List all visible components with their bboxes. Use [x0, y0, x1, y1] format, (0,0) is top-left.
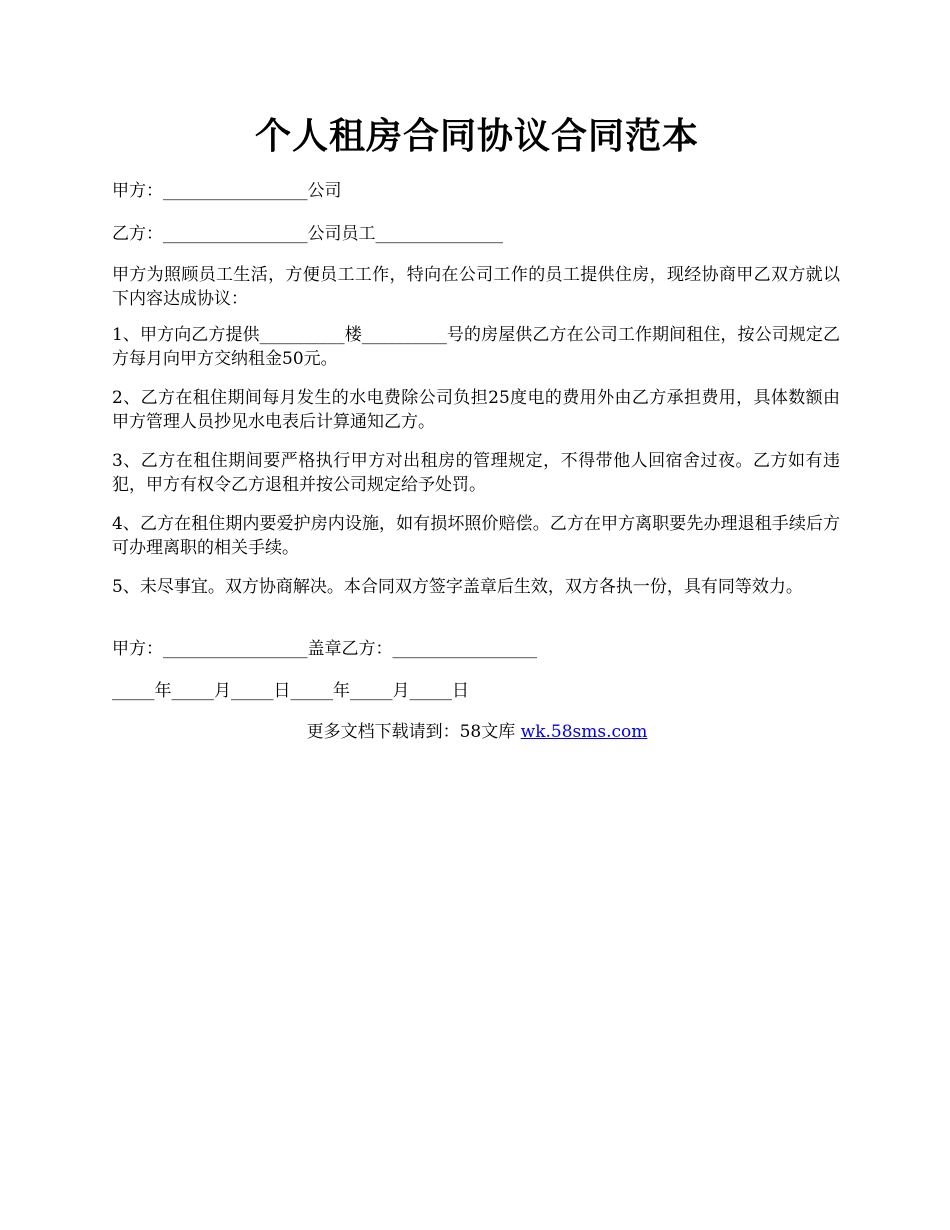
footer — [112, 720, 842, 744]
clause-1: 1、甲方向乙方提供__________楼__________号的房屋供乙方在公司工作期间租住，按公司规定乙方每月向甲方交纳租金50元。 — [112, 325, 840, 369]
footer-text: 更多文档下载请到：58文库 — [306, 722, 521, 742]
document-title: 个人租房合同协议合同范本 — [254, 115, 699, 157]
footer-link[interactable]: wk.58sms.com — [520, 722, 648, 742]
party-a-line: 甲方：_________________公司 — [112, 181, 342, 201]
clause-2: 2、乙方在租住期间每月发生的水电费除公司负担25度电的费用外由乙方承担费用，具体数额由甲方管理人员抄见水电表后计算通知乙方。 — [112, 388, 840, 432]
clause-4: 4、乙方在租住期内要爱护房内设施，如有损坏照价赔偿。乙方在甲方离职要先办理退租手续后方可办理离职的相关手续。 — [112, 514, 840, 558]
date-line: _____年_____月_____日_____年_____月_____日 — [112, 681, 469, 701]
party-b-line: 乙方：_________________公司员工_______________ — [112, 224, 503, 244]
signature-line: 甲方：_________________盖章乙方：_________________ — [112, 639, 537, 659]
clause-3: 3、乙方在租住期间要严格执行甲方对出租房的管理规定，不得带他人回宿舍过夜。乙方如有违犯，甲方有权令乙方退租并按公司规定给予处罚。 — [112, 451, 840, 495]
intro-paragraph: 甲方为照顾员工生活，方便员工工作，特向在公司工作的员工提供住房，现经协商甲乙双方就以下内容达成协议： — [112, 265, 840, 309]
clause-5: 5、未尽事宜。双方协商解决。本合同双方签字盖章后生效，双方各执一份，具有同等效力。 — [112, 577, 803, 597]
